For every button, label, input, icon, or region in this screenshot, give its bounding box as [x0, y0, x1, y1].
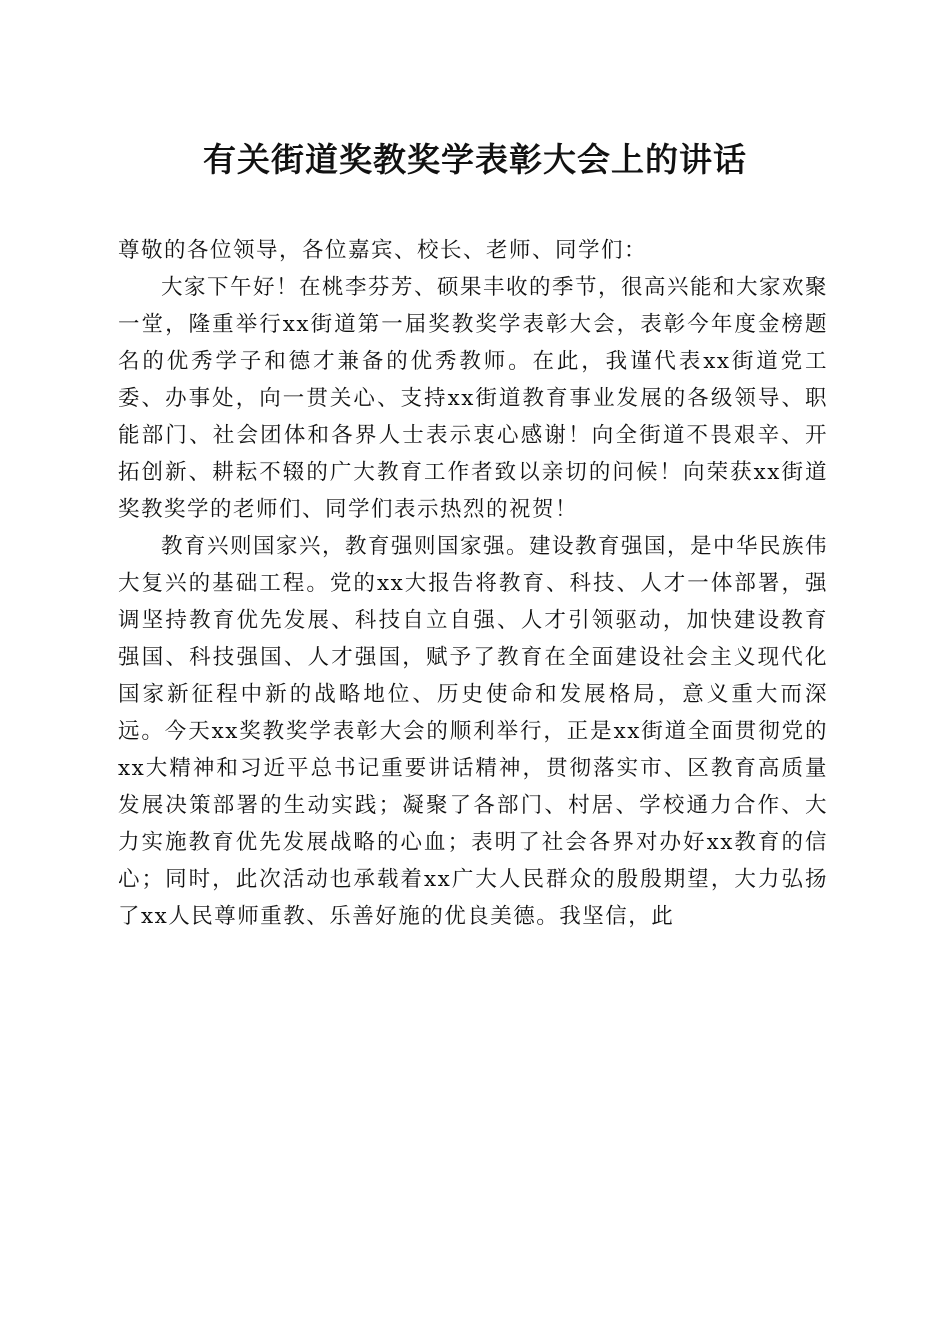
paragraph-1: 大家下午好！在桃李芬芳、硕果丰收的季节，很高兴能和大家欢聚一堂，隆重举行xx街道第一届奖教奖学表彰大会，表彰今年度金榜题名的优秀学子和德才兼备的优秀教师。在此，我谨代表xx街道党工委、办事处，向一贯关心、支持xx街道教育事业发展的各级领导、职能部门、社会团体和各界人士表示衷心感谢！向全街道不畏艰辛、开拓创新、耕耘不辍的广大教育工作者致以亲切的问候！向荣获xx街道奖教奖学的老师们、同学们表示热烈的祝贺！ [118, 275, 829, 522]
document-title: 有关街道奖教奖学表彰大会上的讲话 [203, 140, 747, 179]
salutation: 尊敬的各位领导，各位嘉宾、校长、老师、同学们： [118, 238, 648, 263]
document-body [118, 232, 828, 935]
paragraph-2: 教育兴则国家兴，教育强则国家强。建设教育强国，是中华民族伟大复兴的基础工程。党的xx大报告将教育、科技、人才一体部署，强调坚持教育优先发展、科技自立自强、人才引领驱动，加快建设教育强国、科技强国、人才强国，赋予了教育在全面建设社会主义现代化国家新征程中新的战略地位、历史使命和发展格局，意义重大而深远。今天xx奖教奖学表彰大会的顺利举行，正是xx街道全面贯彻党的xx大精神和习近平总书记重要讲话精神，贯彻落实市、区教育高质量发展决策部署的生动实践；凝聚了各部门、村居、学校通力合作、大力实施教育优先发展战略的心血；表明了社会各界对办好xx教育的信心；同时，此次活动也承载着xx广大人民群众的殷殷期望，大力弘扬了xx人民尊师重教、乐善好施的优良美德。我坚信，此 [118, 534, 829, 929]
